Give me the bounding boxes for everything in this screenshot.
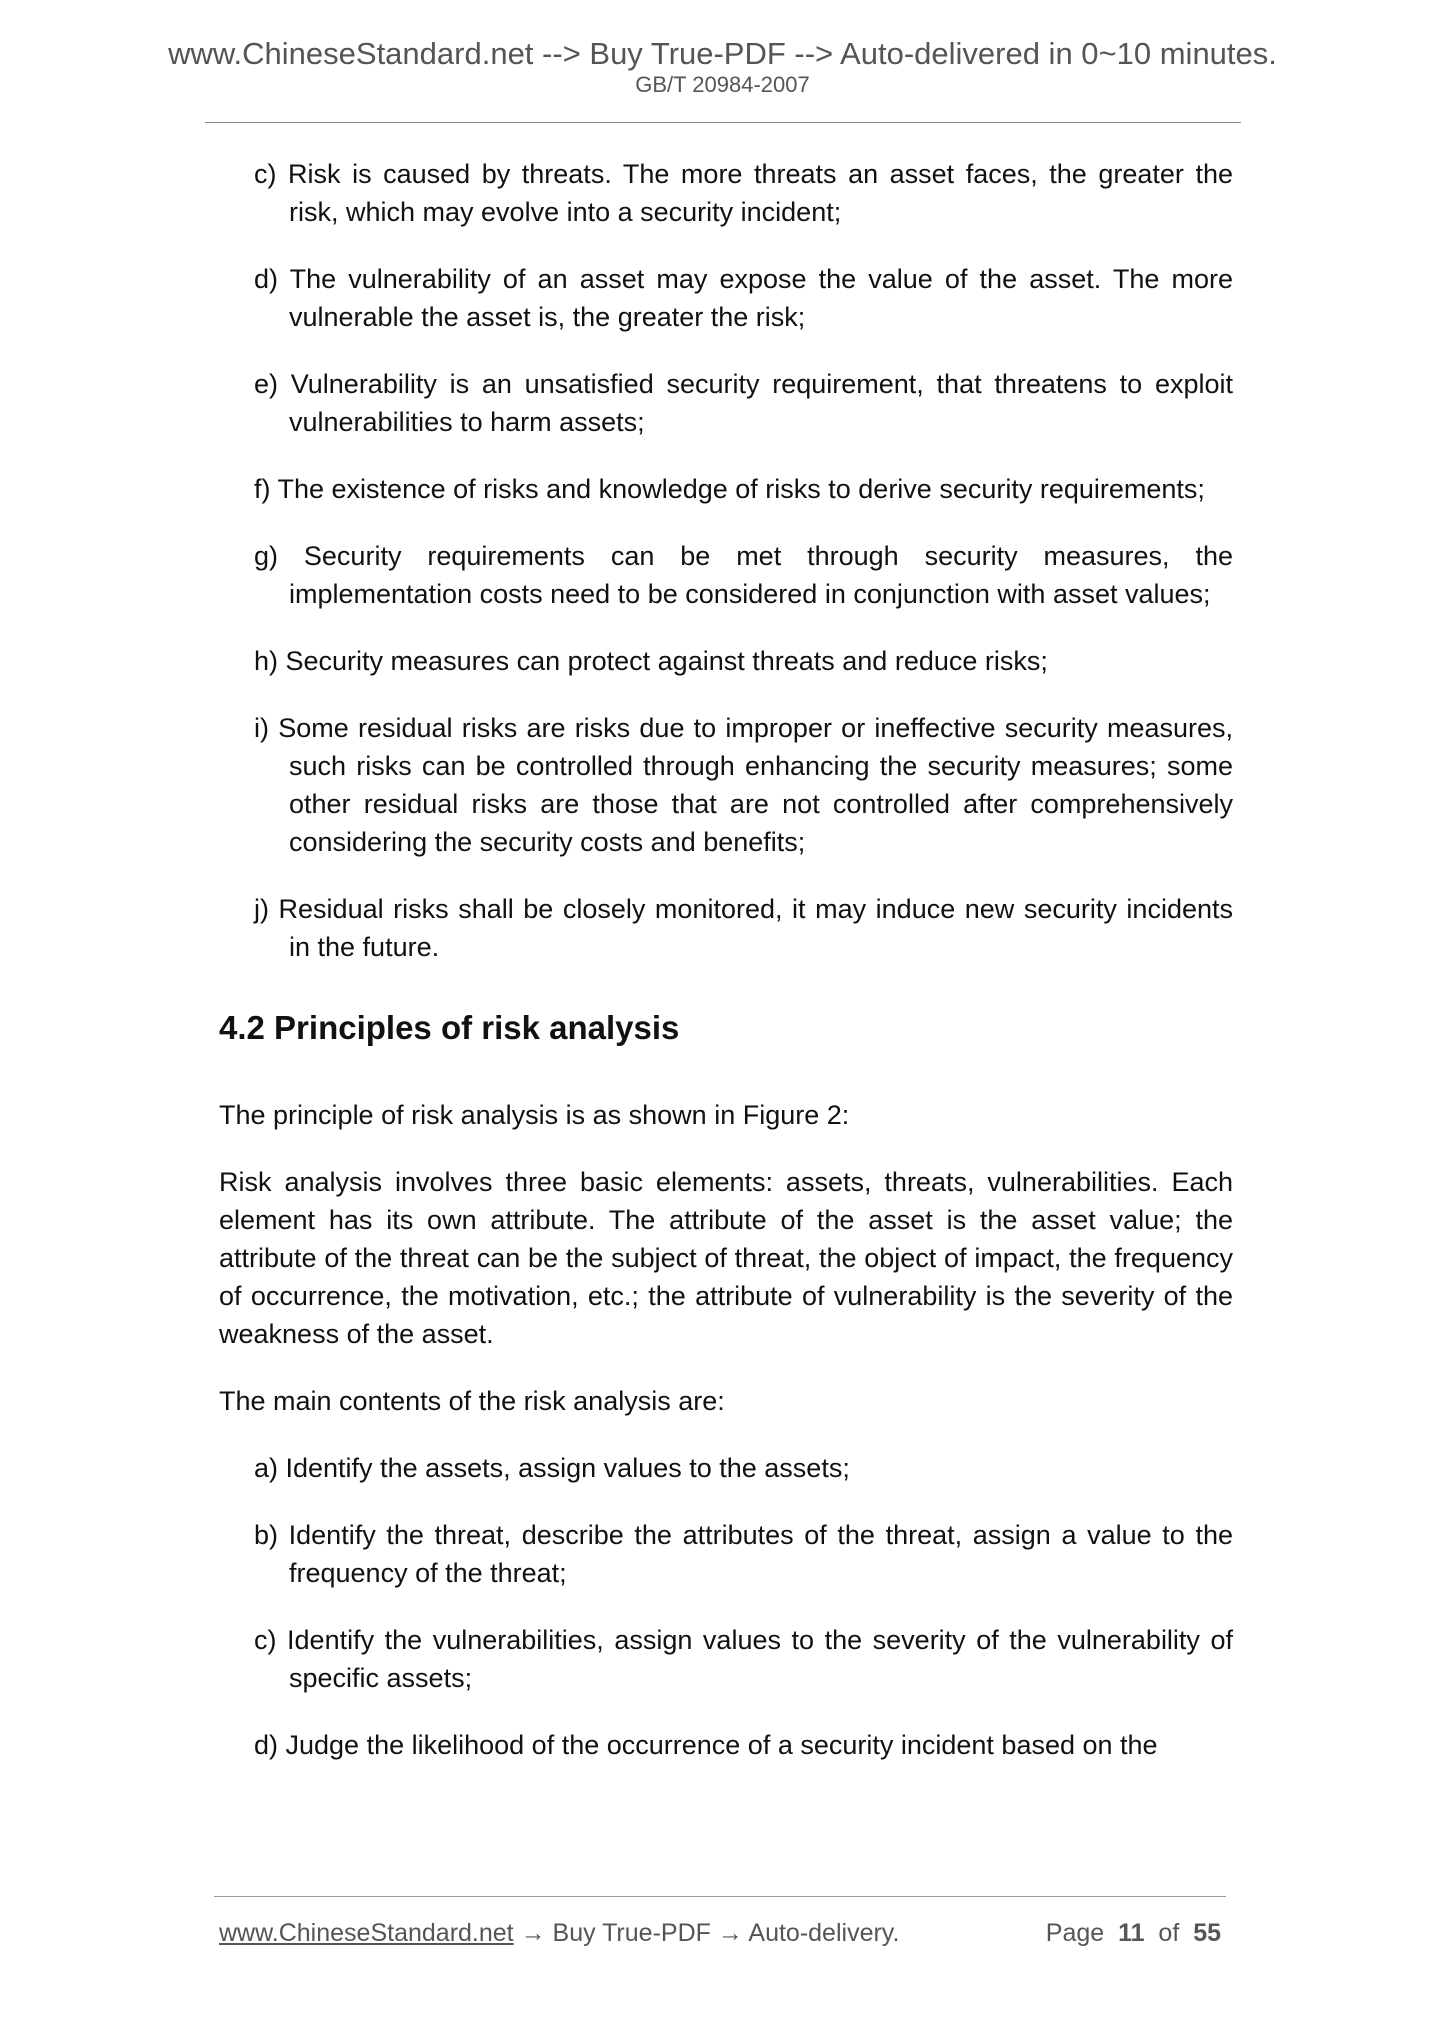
analysis-item-b: b) Identify the threat, describe the attributes of the threat, assign a value to the frequency of the threat; [254,1520,1233,1588]
paragraph-elements: Risk analysis involves three basic elements: assets, threats, vulnerabilities. Each element has its own attribute. The attribute of the asset is the asset value; the attribute of the threat can be the subject of threat, the object of impact, the frequency of occurrence, the motivation, etc.; the attribute of vulnerability is the severity of the weakness of the asset. [219,1167,1233,1349]
list-item-j: j) Residual risks shall be closely monitored, it may induce new security incidents in the future. [254,894,1233,962]
list-item-d: d) The vulnerability of an asset may expose the value of the asset. The more vulnerable the asset is, the greater the risk; [254,264,1233,332]
footer-site-link[interactable]: www.ChineseStandard.net [219,1919,514,1947]
document-id: GB/T 20984-2007 [635,72,810,97]
site-banner: www.ChineseStandard.net --> Buy True-PDF --> Auto-delivered in 0~10 minutes. [168,36,1277,71]
page-content [219,155,1233,1793]
list-item-i: i) Some residual risks are risks due to improper or ineffective security measures, such risks can be controlled through enhancing the security measures; some other residual risks are those that are not controlled after comprehensively considering the security costs and benefits; [254,713,1233,857]
paragraph-contents: The main contents of the risk analysis are: [219,1386,725,1416]
page-current: 11 [1118,1919,1145,1947]
footer-left [219,1918,899,1948]
page-of-label: of [1158,1919,1180,1947]
header-divider [205,122,1241,123]
section-heading: 4.2 Principles of risk analysis [219,1009,680,1046]
analysis-item-a: a) Identify the assets, assign values to the assets; [254,1453,850,1483]
page-label: Page [1045,1919,1105,1947]
footer-divider [214,1896,1226,1897]
list-item-g: g) Security requirements can be met through security measures, the implementation costs need to be considered in conjunction with asset values; [254,541,1233,609]
page-counter [1046,1918,1221,1948]
paragraph-intro: The principle of risk analysis is as shown in Figure 2: [219,1100,850,1130]
analysis-item-c: c) Identify the vulnerabilities, assign values to the severity of the vulnerability of specific assets; [254,1625,1233,1693]
list-item-f: f) The existence of risks and knowledge of risks to derive security requirements; [254,474,1205,504]
page-total: 55 [1193,1919,1221,1947]
list-item-c: c) Risk is caused by threats. The more threats an asset faces, the greater the risk, which may evolve into a security incident; [254,159,1233,227]
analysis-item-d: d) Judge the likelihood of the occurrence of a security incident based on the [254,1730,1158,1760]
footer-text: → Buy True-PDF → Auto-delivery. [513,1919,900,1947]
list-item-e: e) Vulnerability is an unsatisfied security requirement, that threatens to exploit vulnerabilities to harm assets; [254,369,1233,437]
list-item-h: h) Security measures can protect against threats and reduce risks; [254,646,1048,676]
